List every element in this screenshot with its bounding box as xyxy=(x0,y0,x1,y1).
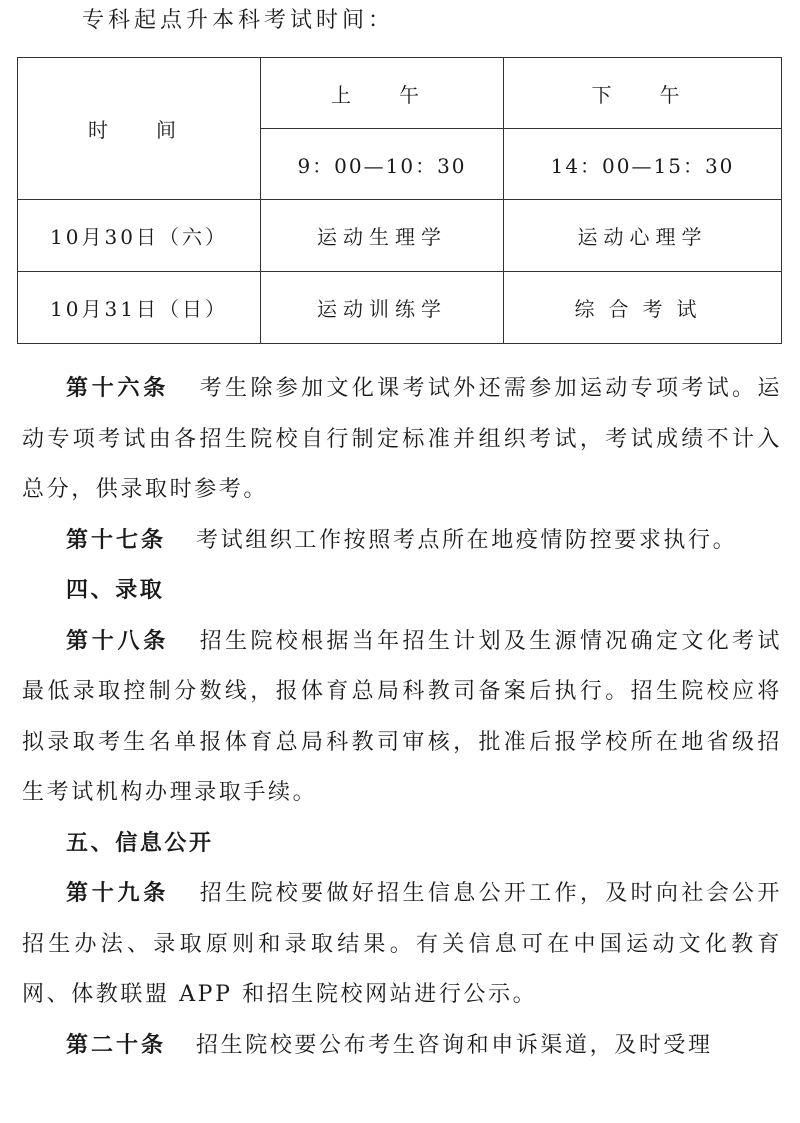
row-afternoon-subject: 综合考试 xyxy=(504,272,782,344)
article-text: 考试组织工作按照考点所在地疫情防控要求执行。 xyxy=(196,527,738,553)
row-afternoon-subject: 运动心理学 xyxy=(504,200,782,272)
exam-schedule-table xyxy=(17,57,782,344)
row-morning-subject: 运动训练学 xyxy=(261,272,504,344)
article-16 xyxy=(22,364,782,516)
article-17 xyxy=(22,516,782,567)
afternoon-time: 14：00—15：30 xyxy=(504,129,782,200)
article-text: 招生院校要公布考生咨询和申诉渠道，及时受理 xyxy=(196,1032,713,1058)
row-date: 10月31日（日） xyxy=(18,272,261,344)
article-title: 第十六条 xyxy=(66,376,169,401)
article-text: 考生除参加文化课考试外还需参加运动专项考试。运动专项考试由各招生院校自行制定标准并组织考试，考试成绩不计入总分，供录取时参考。 xyxy=(22,376,782,502)
row-morning-subject: 运动生理学 xyxy=(261,200,504,272)
section-heading: 五、信息公开 xyxy=(66,830,214,856)
article-title: 第十九条 xyxy=(66,881,169,906)
article-text: 招生院校根据当年招生计划及生源情况确定文化考试最低录取控制分数线，报体育总局科教司备案后执行。招生院校应将拟录取考生名单报体育总局科教司审核，批准后报学校所在地省级招生考试机构办理录取手续。 xyxy=(22,628,782,805)
table-row xyxy=(18,272,782,344)
article-19 xyxy=(22,869,782,1021)
article-20 xyxy=(22,1021,782,1072)
exam-schedule-intro: 专科起点升本科考试时间： xyxy=(82,8,395,33)
morning-header: 上 午 xyxy=(261,58,504,129)
afternoon-header: 下 午 xyxy=(504,58,782,129)
morning-time: 9：00—10：30 xyxy=(261,129,504,200)
row-date: 10月30日（六） xyxy=(18,200,261,272)
article-18 xyxy=(22,617,782,819)
time-header: 时 间 xyxy=(18,58,261,200)
section-heading: 四、录取 xyxy=(66,578,165,603)
table-row xyxy=(18,200,782,272)
article-text: 招生院校要做好招生信息公开工作，及时向社会公开招生办法、录取原则和录取结果。有关信息可在中国运动文化教育网、体教联盟 APP 和招生院校网站进行公示。 xyxy=(22,881,782,1007)
article-title: 第二十条 xyxy=(66,1032,167,1058)
document-body xyxy=(22,364,782,1071)
article-title: 第十七条 xyxy=(66,527,167,553)
article-title: 第十八条 xyxy=(66,628,169,654)
